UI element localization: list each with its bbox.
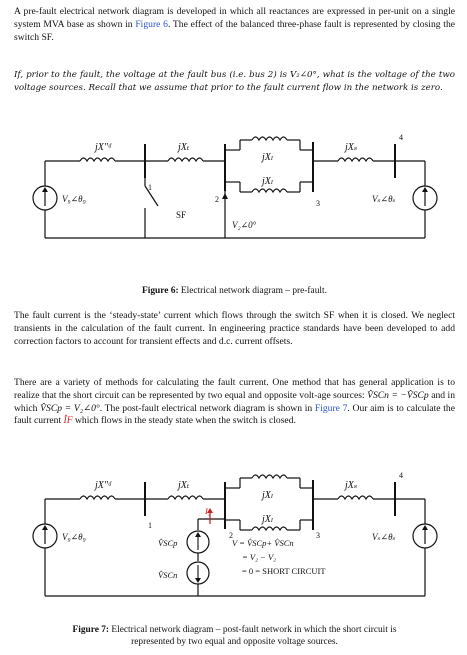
intro-text: A pre-fault electrical network diagram is developed in which all reactances are expressed in per-unit on a single system MVA base as shown in [14, 6, 455, 30]
figure7-caption-text-2: represented by two equal and opposite voltage sources. [131, 637, 338, 647]
label-vs: Vₛ∠θₛ [372, 532, 396, 542]
label-bus3: 3 [316, 531, 320, 540]
equation-vscn: V̂SCn = −V̂SCp [367, 389, 429, 401]
paragraph-methods [14, 377, 455, 428]
figure7-caption-label: Figure 7: [72, 625, 110, 635]
label-bus3: 3 [316, 199, 320, 208]
figure7-caption [14, 624, 455, 648]
equation-line-3: = 0 = SHORT CIRCUIT [242, 566, 326, 576]
label-bus1: 1 [148, 183, 152, 192]
figure6-diagram [0, 126, 467, 266]
equation-line-2: = V₂ − V₂ [242, 552, 277, 562]
label-xd: jX″ᵈ [95, 480, 112, 491]
question-text: If, prior to the fault, the voltage at the fault bus (i.e. bus 2) is V₂∠0°, what is the voltage of the two voltage sources. Recall that we assume that prior to the fault current flow in the network is zero. [14, 70, 455, 93]
label-vf: V₂∠0° [232, 220, 257, 230]
methods-text-5: which flows in the steady state when the switch is closed. [72, 415, 296, 427]
fault-current-symbol: ÎF [63, 415, 73, 427]
label-xl-top: jXₗ [262, 490, 274, 501]
intro-text-end: . The effect of the balanced three-phase fault is represented by closing the switch SF. [14, 18, 456, 43]
label-xt: jXₜ [178, 142, 190, 153]
label-vscp: V̂SCp [158, 538, 178, 548]
figure6-link[interactable]: Figure 6 [135, 18, 168, 30]
intro-paragraph [14, 6, 455, 44]
label-vg: V₉∠θ₉ [62, 532, 86, 542]
methods-text-3: . The post-fault electrical network diagram is shown in [99, 402, 315, 414]
reactance-xs [338, 158, 373, 161]
label-xl-bottom: jXₗ [262, 176, 274, 187]
equation-line-1: V = V̂SCp+ V̂SCn [232, 538, 294, 548]
methods-text-4: . Our aim is to calculate the fault current [14, 402, 455, 427]
reactance-xt [168, 158, 203, 161]
reactance-xd [80, 158, 115, 161]
reactance-xd [80, 496, 115, 499]
reactance-xt [168, 496, 203, 499]
label-bus2: 2 [229, 531, 233, 540]
methods-text-2: and in which [14, 389, 456, 414]
label-xl-bottom: jXₗ [262, 514, 274, 525]
label-bus1: 1 [148, 521, 152, 530]
label-xs: jXₛ [345, 480, 358, 491]
methods-text-1: There are a variety of methods for calculating the fault current. One method that has general application is to realize that the short circuit can be represented by two equal and opposite volt-age sources: [14, 377, 455, 401]
label-xt: jXₜ [178, 480, 190, 491]
label-bus4: 4 [399, 471, 403, 480]
label-fault-current: I₂ [205, 506, 211, 516]
figure7-caption-text-1: Electrical network diagram – post-fault network in which the short circuit is [109, 625, 397, 635]
label-bus2: 2 [215, 195, 219, 204]
label-vscn: V̂SCn [158, 570, 178, 580]
figure7-diagram [0, 464, 467, 614]
reactance-xs [338, 496, 373, 499]
label-xl-top: jXₗ [262, 152, 274, 163]
label-xd: jX″ᵈ [95, 142, 112, 153]
equation-vscp: V̂SCp = V₂∠0° [40, 402, 100, 414]
label-bus4: 4 [399, 133, 403, 142]
label-sf: SF [176, 210, 187, 220]
paragraph-fault-current: The fault current is the ‘steady-state’ current which flows through the switch SF when it is closed. We neglect transients in the calculation of the fault current. In engineering practice standards have been developed to add correction factors to account for transient effects and d.c. current offsets. [14, 310, 455, 347]
label-vs: Vₛ∠θₛ [372, 194, 396, 204]
figure7-link[interactable]: Figure 7 [314, 402, 348, 414]
label-vg: V₉∠θ₉ [62, 194, 86, 204]
label-xs: jXₛ [345, 142, 358, 153]
figure6-caption [14, 285, 455, 297]
figure6-caption-label: Figure 6: [142, 286, 179, 296]
figure6-caption-text: Electrical network diagram – pre-fault. [178, 286, 327, 296]
